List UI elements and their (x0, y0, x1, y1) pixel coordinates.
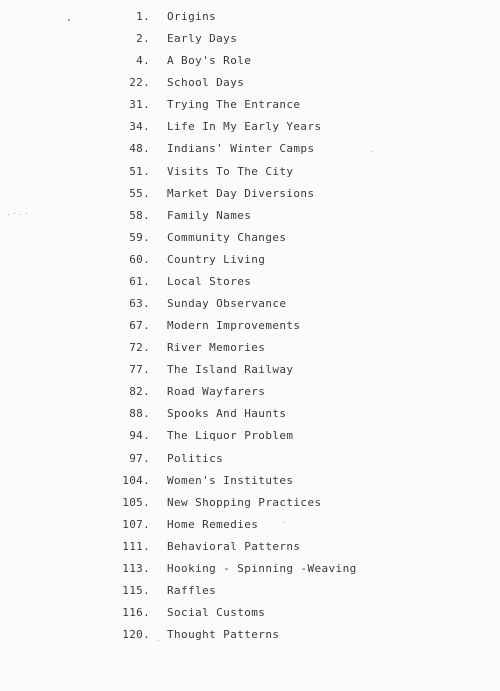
toc-entry (0, 381, 500, 403)
chapter-title: School Days (167, 76, 245, 90)
page-number: 58. (129, 208, 150, 222)
toc-entry (0, 72, 500, 94)
chapter-title: Trying The Entrance (167, 98, 301, 112)
chapter-title: A Boy's Role (167, 54, 252, 68)
toc-entry (0, 558, 500, 580)
toc-entry (0, 161, 500, 183)
toc-entry (0, 293, 500, 315)
page-number: 67. (129, 319, 150, 333)
toc-entry (0, 183, 500, 205)
toc-entry (0, 425, 500, 447)
chapter-title: Local Stores (167, 274, 252, 288)
page-number: 88. (129, 407, 150, 421)
chapter-title: Modern Improvements (167, 319, 301, 333)
chapter-title: Sunday Observance (167, 297, 287, 311)
toc-entry (0, 580, 500, 602)
toc-entry (0, 116, 500, 138)
toc-entry (0, 536, 500, 558)
toc-entry (0, 337, 500, 359)
page-number: 63. (129, 297, 150, 311)
chapter-title: Women's Institutes (167, 473, 294, 487)
chapter-title: Spooks And Haunts (167, 407, 287, 421)
toc-entry (0, 50, 500, 72)
toc-entry (0, 602, 500, 624)
page-number: 77. (129, 363, 150, 377)
chapter-title: Country Living (167, 252, 266, 266)
page-number: 1. (136, 10, 150, 23)
page-number: 48. (129, 142, 150, 156)
chapter-title: New Shopping Practices (167, 495, 322, 509)
chapter-title: Market Day Diversions (167, 186, 315, 200)
chapter-title: Family Names (167, 208, 252, 222)
page-number: 107. (122, 517, 150, 531)
page-number: 97. (129, 451, 150, 465)
chapter-title: Thought Patterns (167, 628, 280, 642)
page-number: 31. (129, 98, 150, 112)
chapter-title: Road Wayfarers (167, 385, 266, 399)
page-number: 120. (122, 628, 150, 642)
chapter-title: Community Changes (167, 230, 287, 244)
chapter-title: Indians' Winter Camps (167, 142, 315, 156)
chapter-title: Hooking - Spinning -Weaving (167, 561, 357, 575)
toc-entry (0, 514, 500, 536)
chapter-title: River Memories (167, 341, 266, 355)
chapter-title: Social Customs (167, 606, 266, 620)
page-number: 55. (129, 186, 150, 200)
toc-entry (0, 205, 500, 227)
toc-entry (0, 227, 500, 249)
toc-entry (0, 271, 500, 293)
chapter-title: Raffles (167, 584, 217, 598)
page-number: 94. (129, 429, 150, 443)
chapter-title: Visits To The City (167, 164, 294, 178)
toc-entry (0, 470, 500, 492)
toc-entry (0, 249, 500, 271)
page-number: 104. (122, 473, 150, 487)
toc-entry (0, 403, 500, 425)
page-number: 105. (122, 495, 150, 509)
toc-entry (0, 624, 500, 646)
chapter-title: Origins (167, 10, 217, 23)
chapter-title: Early Days (167, 32, 238, 46)
page-number: 2. (136, 32, 150, 46)
page-number: 61. (129, 274, 150, 288)
page-number: 60. (129, 252, 150, 266)
page-number: 22. (129, 76, 150, 90)
chapter-title: Politics (167, 451, 224, 465)
toc-entry (0, 94, 500, 116)
page-number: 111. (122, 539, 150, 553)
toc-entry (0, 28, 500, 50)
toc-entry (0, 6, 500, 28)
chapter-title: The Island Railway (167, 363, 294, 377)
page-number: 116. (122, 606, 150, 620)
toc-entry (0, 138, 500, 160)
toc-entry (0, 448, 500, 470)
chapter-title: Life In My Early Years (167, 120, 322, 134)
page-number: 113. (122, 561, 150, 575)
table-of-contents (0, 6, 500, 646)
page-number: 51. (129, 164, 150, 178)
page-number: 59. (129, 230, 150, 244)
toc-entry (0, 359, 500, 381)
page-number: 4. (136, 54, 150, 68)
chapter-title: Behavioral Patterns (167, 539, 301, 553)
page-number: 72. (129, 341, 150, 355)
page-number: 82. (129, 385, 150, 399)
toc-entry (0, 315, 500, 337)
chapter-title: Home Remedies (167, 517, 259, 531)
page-number: 115. (122, 584, 150, 598)
toc-entry (0, 492, 500, 514)
chapter-title: The Liquor Problem (167, 429, 294, 443)
page-number: 34. (129, 120, 150, 134)
